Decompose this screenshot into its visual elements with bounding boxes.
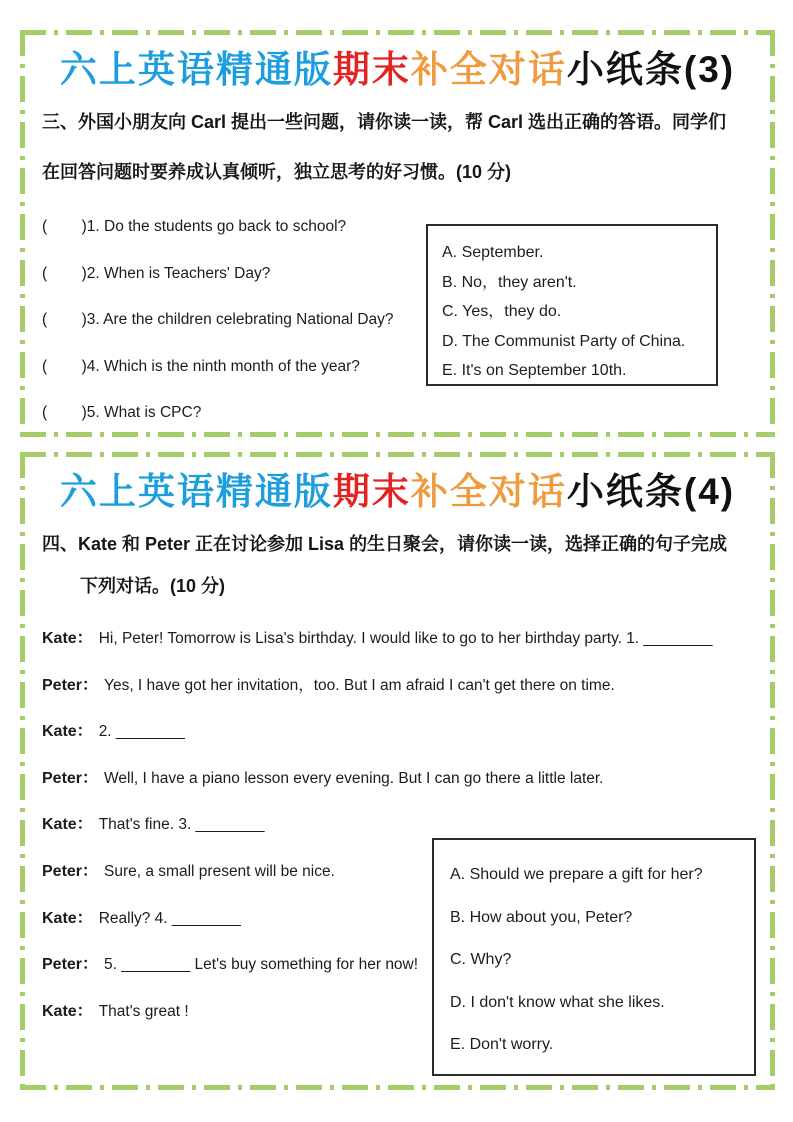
title-part-blue: 六上英语精通版	[59, 471, 333, 512]
title-part-black: 小纸条(3)	[566, 49, 736, 90]
choice-c: C. Yes，they do.	[442, 303, 562, 320]
choice-d: D. I don't know what she likes.	[450, 993, 665, 1011]
dialogue-line-3	[42, 709, 753, 756]
dashed-border-left	[20, 452, 25, 1090]
speaker-label: Kate：	[42, 630, 93, 647]
choice-c: C. Why?	[450, 951, 512, 968]
dashed-border-bottom	[20, 1085, 775, 1090]
title-part-red: 期末	[332, 471, 411, 512]
speaker-label: Peter：	[42, 956, 99, 974]
section-3-instructions-line1: 三、外国小朋友向 Carl 提出一些问题，请你读一读，帮 Carl 选出正确的答语。同学们	[42, 112, 727, 132]
speaker-label: Peter：	[42, 676, 99, 694]
choice-d: D. The Communist Party of China.	[442, 332, 686, 350]
speaker-label: Peter：	[42, 862, 99, 880]
dialogue-line-2	[42, 663, 753, 710]
dialogue-text: That's fine. 3. ________	[98, 816, 265, 834]
dashed-border-left	[20, 30, 25, 437]
speaker-label: Kate：	[42, 1002, 93, 1020]
title-part-orange: 补全对话	[410, 471, 567, 512]
choice-b: B. How about you, Peter?	[450, 908, 633, 926]
section-3-title	[42, 46, 753, 94]
choice-a: A. Should we prepare a gift for her?	[450, 866, 703, 883]
section-3-instructions-line2: 在回答问题时要养成认真倾听，独立思考的好习惯。(10 分)	[42, 162, 512, 182]
choices-box-section-3	[426, 224, 718, 386]
dialogue-line-1	[42, 616, 753, 663]
question-item-4: ( )4. Which is the ninth month of the year?	[42, 357, 360, 375]
dialogue-text: Well, I have a piano lesson every evening. But I can go there a little later.	[104, 769, 604, 787]
dialogue-text: 2. ________	[98, 723, 185, 741]
question-item-1: ( )1. Do the students go back to school?	[42, 218, 347, 235]
question-item-2: ( )2. When is Teachers' Day?	[42, 264, 271, 282]
section-4-instructions-line1: 四、Kate 和 Peter 正在讨论参加 Lisa 的生日聚会，请你读一读，选择正确的句子完成	[42, 534, 728, 554]
dialogue-text: Hi, Peter! Tomorrow is Lisa's birthday. I would like to go to her birthday party. 1. ________	[98, 630, 713, 647]
section-4-title	[42, 468, 753, 516]
choices-box-section-4	[432, 838, 756, 1076]
title-part-orange: 补全对话	[410, 49, 567, 90]
question-item-3: ( )3. Are the children celebrating National Day?	[42, 311, 394, 328]
section-3-card	[20, 30, 775, 437]
title-part-blue: 六上英语精通版	[59, 49, 333, 90]
question-item-5: ( )5. What is CPC?	[42, 404, 202, 421]
dashed-border-right	[770, 452, 775, 1090]
dialogue-text: That's great !	[98, 1002, 189, 1020]
choice-b: B. No，they aren't.	[442, 273, 577, 291]
choice-e: E. It's on September 10th.	[442, 362, 627, 379]
choice-e: E. Don't worry.	[450, 1036, 554, 1053]
section-4-card	[20, 452, 775, 1090]
dialogue-text: Really? 4. ________	[98, 909, 241, 927]
dialogue-text: Yes, I have got her invitation，too. But I am afraid I can't get there on time.	[104, 676, 615, 694]
dialogue-text: Sure, a small present will be nice.	[104, 862, 335, 880]
title-part-red: 期末	[332, 49, 411, 90]
speaker-label: Kate：	[42, 816, 93, 834]
dashed-border-top	[20, 30, 775, 35]
speaker-label: Peter：	[42, 769, 99, 787]
dialogue-text: 5. ________ Let's buy something for her now!	[104, 956, 419, 974]
choice-a: A. September.	[442, 244, 544, 261]
dashed-border-right	[770, 30, 775, 437]
dashed-border-top	[20, 452, 775, 457]
dialogue-line-4	[42, 756, 753, 803]
title-part-black: 小纸条(4)	[566, 471, 736, 512]
speaker-label: Kate：	[42, 909, 93, 927]
section-4-instructions-line2: 下列对话。(10 分)	[80, 576, 226, 596]
speaker-label: Kate：	[42, 723, 93, 741]
